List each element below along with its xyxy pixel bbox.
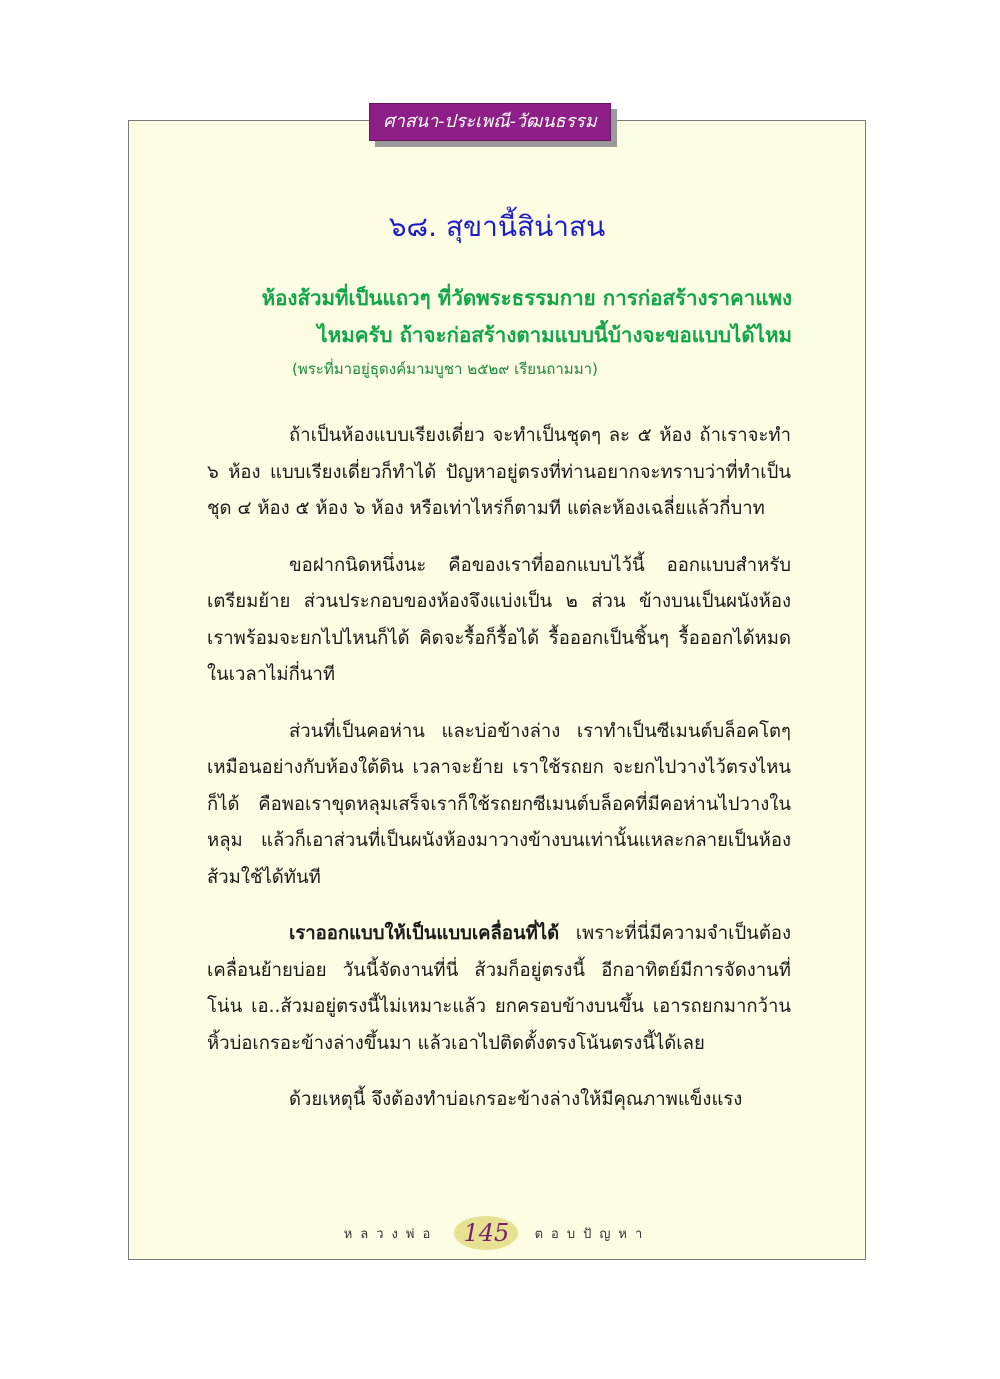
answer-body	[207, 418, 791, 1139]
question-line-1: ห้องส้วมที่เป็นแถวๆ ที่วัดพระธรรมกาย การก่อสร้างราคาแพง	[261, 286, 792, 310]
paragraph-4-text: เพราะที่นี่มีความจำเป็นต้องเคลื่อนย้ายบ่อย วันนี้จัดงานที่นี่ ส้วมก็อยู่ตรงนี้ อีกอาทิตย์มีการจัดงานที่โน่น เอ..ส้วมอยู่ตรงนี้ไม่เหมาะแล้ว ยกครอบข้างบนขึ้น เอารถยกมากว้านหิ้วบ่อเกรอะข้างล่างขึ้นมา แล้วเอาไปติดตั้งตรงโน้นตรงนี้ได้เลย	[207, 923, 791, 1054]
chapter-title: ๖๘. สุขานี้สิน่าสน	[388, 210, 606, 243]
paragraph-4	[207, 916, 791, 1062]
page-footer	[128, 1216, 866, 1250]
question-block	[200, 280, 792, 354]
question-line-2: ไหมครับ ถ้าจะก่อสร้างตามแบบนี้บ้างจะขอแบบได้ไหม	[317, 323, 792, 347]
paragraph-4-emphasis: เราออกแบบให้เป็นแบบเคลื่อนที่ได้	[289, 923, 560, 944]
question-source: (พระที่มาอยู่ธุดงค์มามบูชา ๒๕๒๙ เรียนถามมา)	[292, 360, 598, 378]
paragraph-3: ส่วนที่เป็นคอห่าน และบ่อข้างล่าง เราทำเป็นซีเมนต์บล็อคโตๆ เหมือนอย่างกับห้องใต้ดิน เวลาจะย้าย เราใช้รถยก จะยกไปวางไว้ตรงไหนก็ได้ คือพอเราขุดหลุมเสร็จเราก็ใช้รถยกซีเมนต์บล็อคที่มีคอห่านไปวางในหลุม แล้วก็เอาส่วนที่เป็นผนังห้องมาวางข้างบนเท่านั้นแหละกลายเป็นห้องส้วมใช้ได้ทันที	[207, 720, 791, 888]
category-tab: ศาสนา-ประเพณี-วัฒนธรรม	[369, 103, 611, 141]
paragraph-5: ด้วยเหตุนี้ จึงต้องทำบ่อเกรอะข้างล่างให้มีคุณภาพแข็งแรง	[289, 1089, 743, 1110]
footer-left-label: หลวงพ่อ	[343, 1226, 439, 1242]
paragraph-2: ขอฝากนิดหนึ่งนะ คือของเราที่ออกแบบไว้นี้ ออกแบบสำหรับเตรียมย้าย ส่วนประกอบของห้องจึงแบ่งเป็น ๒ ส่วน ข้างบนเป็นผนังห้อง เราพร้อมจะยกไปไหนก็ได้ คิดจะรื้อก็รื้อได้ รื้อออกเป็นชิ้นๆ รื้อออกได้หมดในเวลาไม่กี่นาที	[207, 554, 791, 685]
footer-right-label: ตอบปัญหา	[534, 1226, 651, 1242]
page-number: 145	[454, 1216, 518, 1250]
paragraph-1: ถ้าเป็นห้องแบบเรียงเดี่ยว จะทำเป็นชุดๆ ละ ๕ ห้อง ถ้าเราจะทำ ๖ ห้อง แบบเรียงเดี่ยวก็ทำได้ ปัญหาอยู่ตรงที่ท่านอยากจะทราบว่าที่ทำเป็นชุด ๔ ห้อง ๕ ห้อง ๖ ห้อง หรือเท่าไหร่ก็ตามที แต่ละห้องเฉลี่ยแล้วกี่บาท	[207, 425, 791, 519]
